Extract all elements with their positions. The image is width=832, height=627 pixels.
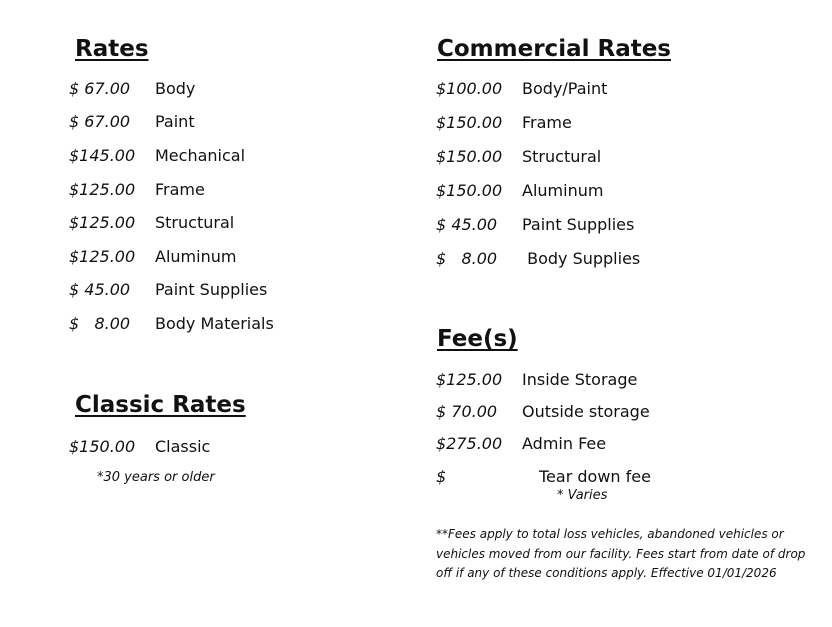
commercial-label: Paint Supplies (522, 215, 635, 234)
rate-price: $ 67.00 (69, 79, 131, 98)
fee-price: $ 70.00 (436, 402, 498, 421)
rates-heading: Rates (75, 36, 149, 62)
commercial-rates-heading: Commercial Rates (437, 36, 671, 62)
fee-price: $275.00 (436, 434, 503, 453)
rate-label: Paint (155, 112, 195, 131)
classic-rates-heading: Classic Rates (75, 392, 246, 418)
rate-price: $145.00 (69, 146, 136, 165)
commercial-label: Frame (522, 113, 572, 132)
rate-label: Mechanical (155, 146, 246, 165)
fee-label: Outside storage (522, 402, 650, 421)
commercial-price: $150.00 (436, 113, 503, 132)
commercial-price: $150.00 (436, 181, 503, 200)
classic-age-note: *30 years or older (97, 470, 215, 485)
commercial-label: Aluminum (522, 181, 604, 200)
commercial-label: Body Supplies (522, 249, 641, 268)
commercial-price: $150.00 (436, 147, 503, 166)
rate-label: Aluminum (155, 247, 237, 266)
rate-price: $ 45.00 (69, 280, 131, 299)
rate-label: Structural (155, 213, 235, 232)
fees-footnote: **Fees apply to total loss vehicles, abandoned vehicles or vehicles moved from our facility. Fees start from date of drop off if any of these conditions apply. Effective 01/01/2026 (436, 527, 806, 580)
tear-down-varies-note: * Varies (557, 488, 608, 503)
classic-price: $150.00 (69, 437, 136, 456)
rate-label: Body Materials (155, 314, 274, 333)
rate-price: $ 67.00 (69, 112, 131, 131)
fees-heading: Fee(s) (437, 326, 518, 352)
fee-price: $ (436, 467, 447, 486)
rate-price: $ 8.00 (69, 314, 131, 333)
rate-price: $125.00 (69, 247, 136, 266)
rate-label: Frame (155, 180, 205, 199)
rate-price: $125.00 (69, 213, 136, 232)
rate-label: Body (155, 79, 196, 98)
commercial-price: $100.00 (436, 79, 503, 98)
classic-label: Classic (155, 437, 211, 456)
fee-label: Admin Fee (522, 434, 607, 453)
fee-price: $125.00 (436, 370, 503, 389)
commercial-label: Structural (522, 147, 602, 166)
rate-label: Paint Supplies (155, 280, 268, 299)
commercial-label: Body/Paint (522, 79, 608, 98)
commercial-price: $ 45.00 (436, 215, 498, 234)
commercial-price: $ 8.00 (436, 249, 498, 268)
fee-label: Inside Storage (522, 370, 638, 389)
rate-price: $125.00 (69, 180, 136, 199)
fee-label: Tear down fee (539, 467, 651, 486)
